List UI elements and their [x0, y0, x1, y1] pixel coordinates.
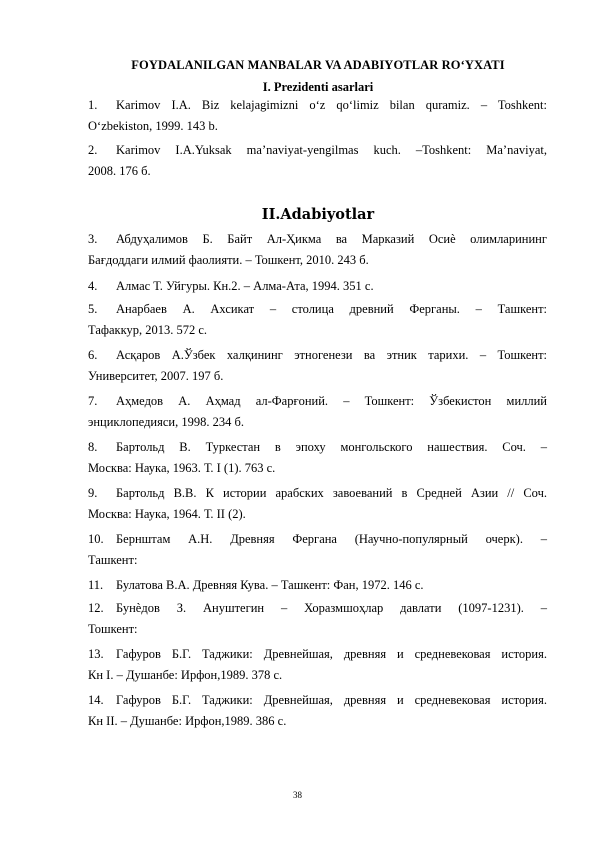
- item-text-cont: Тафаккур, 2013. 572 с.: [88, 323, 208, 337]
- list-item: [88, 644, 547, 686]
- item-text-cont: Кн II. – Душанбе: Ирфон,1989. 386 с.: [88, 714, 287, 728]
- item-text-cont: Тошкент:: [88, 622, 138, 636]
- item-text-cont: Университет, 2007. 197 б.: [88, 369, 224, 383]
- item-text: Гафуров Б.Г. Таджики: Древнейшая, древняя и средневековая история.: [116, 647, 547, 661]
- item-number: 6.: [88, 348, 98, 362]
- item-text: Абдуҳалимов Б. Байт Ал-Ҳикма ва Марказий Осиѐ олимларининг: [116, 232, 547, 246]
- item-text: Булатова В.А. Древняя Кува. – Ташкент: Фан, 1972. 146 с.: [116, 578, 424, 592]
- page-title: FOYDALANILGAN MANBALAR VA ADABIYOTLAR RO‘YXATI: [131, 58, 505, 72]
- item-text-cont: Москва: Наука, 1964. Т. II (2).: [88, 507, 246, 521]
- item-text: Гафуров Б.Г. Таджики: Древнейшая, древняя и средневековая история.: [116, 693, 547, 707]
- item-text: Karimov I.A. Biz kelajagimizni o‘z qo‘limiz bilan quramiz. – Toshkent:: [116, 98, 547, 112]
- item-text: Бернштам А.Н. Древняя Фергана (Научно-популярный очерк). –: [116, 532, 547, 546]
- item-number: 9.: [88, 486, 98, 500]
- item-text: Аҳмедов А. Аҳмад ал-Фарғоний. – Тошкент: Ўзбекистон миллий: [116, 394, 547, 408]
- item-text: Бартольд В. Туркестан в эпоху монгольского нашествия. Соч. –: [116, 440, 547, 454]
- list-item: [88, 529, 547, 571]
- list-item: [88, 483, 547, 525]
- list-item: [88, 598, 547, 640]
- item-text-cont: Ташкент:: [88, 553, 138, 567]
- item-text: Бунѐдов З. Ануштегин – Хоразмшоҳлар давлати (1097-1231). –: [116, 601, 547, 615]
- item-number: 12.: [88, 601, 104, 615]
- list-item: [88, 276, 547, 297]
- item-text: Алмас Т. Уйгуры. Кн.2. – Алма-Ата, 1994. 351 с.: [116, 279, 374, 293]
- item-number: 10.: [88, 532, 104, 546]
- item-text: Асқаров А.Ўзбек халқининг этногенези ва этник тарихи. – Тошкент:: [116, 348, 547, 362]
- section-heading-literature: II.Adabiyotlar: [261, 206, 375, 223]
- item-number: 14.: [88, 693, 104, 707]
- list-item: [88, 437, 547, 479]
- list-item: [88, 575, 547, 596]
- list-item: [88, 140, 547, 182]
- item-text-cont: энциклопедияси, 1998. 234 б.: [88, 415, 244, 429]
- list-item: [88, 95, 547, 137]
- item-text-cont: Кн I. – Душанбе: Ирфон,1989. 378 с.: [88, 668, 283, 682]
- list-item: [88, 229, 547, 271]
- item-number: 7.: [88, 394, 98, 408]
- item-number: 2.: [88, 143, 98, 157]
- item-text-cont: Бағдоддаги илмий фаолияти. – Тошкент, 2010. 243 б.: [88, 253, 369, 267]
- item-text: Анарбаев А. Ахсикат – столица древний Ферганы. – Ташкент:: [116, 302, 547, 316]
- item-text-cont: O‘zbekiston, 1999. 143 b.: [88, 119, 218, 133]
- item-number: 11.: [88, 578, 104, 592]
- list-item: [88, 391, 547, 433]
- page-number: 38: [293, 790, 302, 800]
- item-text: Бартольд В.В. К истории арабских завоеваний в Средней Азии // Соч.: [116, 486, 547, 500]
- item-number: 1.: [88, 98, 98, 112]
- item-text-cont: 2008. 176 б.: [88, 164, 151, 178]
- item-text: Karimov I.A.Yuksak ma’naviyat-yengilmas kuch. –Toshkent: Ma’naviyat,: [116, 143, 547, 157]
- item-text-cont: Москва: Наука, 1963. Т. I (1). 763 с.: [88, 461, 276, 475]
- section-heading-presidential-works: I. Prezidenti asarlari: [262, 80, 374, 94]
- list-item: [88, 690, 547, 732]
- item-number: 13.: [88, 647, 104, 661]
- item-number: 5.: [88, 302, 98, 316]
- list-item: [88, 345, 547, 387]
- list-item: [88, 299, 547, 341]
- item-number: 3.: [88, 232, 98, 246]
- item-number: 4.: [88, 279, 98, 293]
- item-number: 8.: [88, 440, 98, 454]
